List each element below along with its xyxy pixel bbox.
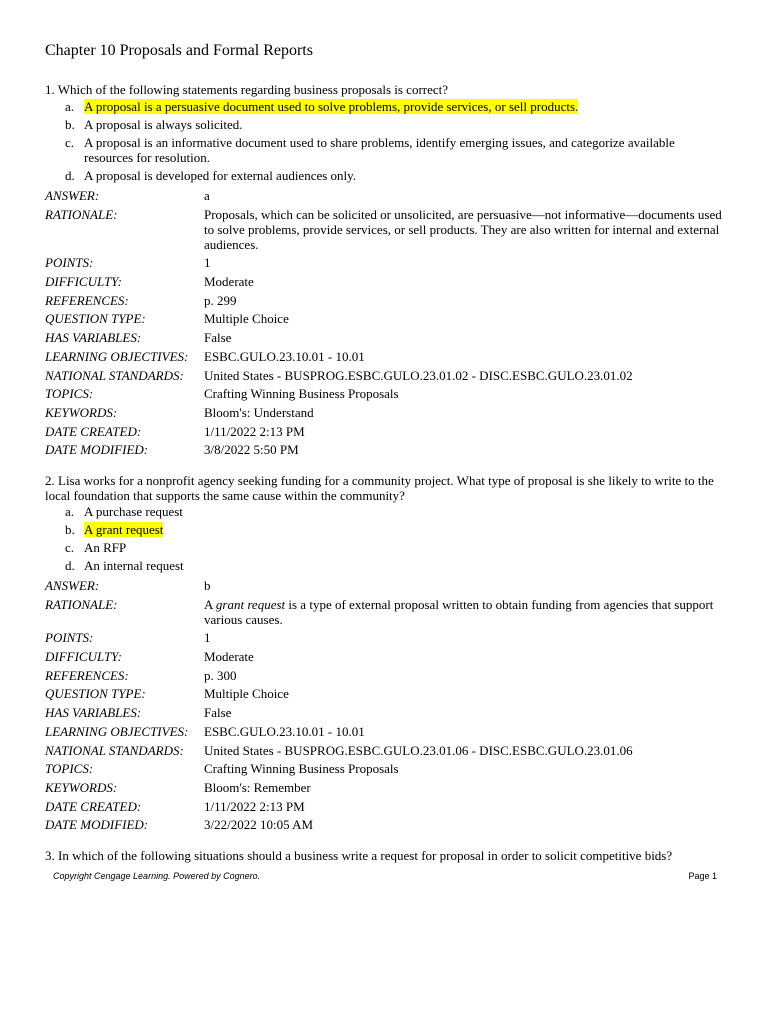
date-modified-value: 3/8/2022 5:50 PM <box>204 442 299 458</box>
points-row <box>45 630 725 645</box>
date-created-value: 1/11/2022 2:13 PM <box>204 423 305 439</box>
rationale-label: RATIONALE: <box>45 596 118 612</box>
option-text: An RFP <box>84 540 127 555</box>
question-1-options <box>65 99 715 186</box>
option-text: An internal request <box>84 558 184 573</box>
learning-objectives-value: ESBC.GULO.23.10.01 - 10.01 <box>204 348 365 364</box>
option-letter: c. <box>65 540 75 555</box>
copyright-text: Copyright Cengage Learning. Powered by Cognero. <box>53 871 261 881</box>
option-d <box>65 558 715 573</box>
question-type-label: QUESTION TYPE: <box>45 686 146 702</box>
answer-value: a <box>204 188 210 203</box>
keywords-value: Bloom's: Remember <box>204 779 311 795</box>
option-text: A proposal is always solicited. <box>84 117 243 132</box>
option-b <box>65 522 715 537</box>
points-label: POINTS: <box>45 630 94 646</box>
date-created-label: DATE CREATED: <box>45 798 142 814</box>
date-modified-value: 3/22/2022 10:05 AM <box>204 817 314 833</box>
question-number: 1. <box>45 82 55 97</box>
references-label: REFERENCES: <box>45 292 129 308</box>
keywords-value: Bloom's: Understand <box>204 404 314 420</box>
question-type-value: Multiple Choice <box>204 311 289 327</box>
answer-label: ANSWER: <box>45 578 100 593</box>
option-letter: b. <box>65 522 75 537</box>
national-standards-label: NATIONAL STANDARDS: <box>45 367 184 383</box>
question-text: Which of the following statements regarding business proposals is correct? <box>57 82 449 97</box>
question-2-options <box>65 504 715 576</box>
question-1 <box>45 82 725 97</box>
option-b <box>65 117 715 132</box>
topics-value: Crafting Winning Business Proposals <box>204 386 399 402</box>
option-a <box>65 99 715 114</box>
page-number: Page 1 <box>688 871 717 881</box>
national-standards-value: United States - BUSPROG.ESBC.GULO.23.01.02 - DISC.ESBC.GULO.23.01.02 <box>204 367 633 383</box>
references-row <box>45 293 725 308</box>
difficulty-row <box>45 274 725 289</box>
date-modified-label: DATE MODIFIED: <box>45 817 149 833</box>
references-value: p. 300 <box>204 667 237 683</box>
option-d <box>65 168 715 183</box>
option-c <box>65 135 715 165</box>
rationale-term: grant request <box>215 596 286 612</box>
points-value: 1 <box>204 255 211 271</box>
has-variables-value: False <box>204 705 232 721</box>
rationale-suffix: is a type of external proposal written to obtain funding from agencies that support various causes. <box>204 596 714 627</box>
has-variables-row <box>45 330 725 345</box>
difficulty-row <box>45 649 725 664</box>
has-variables-row <box>45 705 725 720</box>
rationale-label: RATIONALE: <box>45 206 118 222</box>
answer-row <box>45 188 725 203</box>
question-1-metadata <box>45 188 725 461</box>
rationale-value: Proposals, which can be solicited or unsolicited, are persuasive—not informative—documents used to solve problems, provide services, or sell products. They are also written for internal and external audiences. <box>204 206 722 252</box>
difficulty-label: DIFFICULTY: <box>45 274 122 290</box>
keywords-label: KEYWORDS: <box>45 779 118 795</box>
keywords-row <box>45 405 725 420</box>
answer-row <box>45 578 725 593</box>
option-text-highlighted: A grant request <box>84 522 164 537</box>
date-modified-row <box>45 817 725 832</box>
difficulty-label: DIFFICULTY: <box>45 649 122 665</box>
date-created-label: DATE CREATED: <box>45 423 142 439</box>
topics-label: TOPICS: <box>45 761 94 777</box>
rationale-prefix: A <box>204 596 216 612</box>
option-text-highlighted: A proposal is a persuasive document used to solve problems, provide services, or sell products. <box>84 99 579 114</box>
difficulty-value: Moderate <box>204 274 254 290</box>
references-value: p. 299 <box>204 292 237 308</box>
learning-objectives-label: LEARNING OBJECTIVES: <box>45 348 189 364</box>
references-label: REFERENCES: <box>45 667 129 683</box>
question-number: 3. <box>45 848 55 863</box>
date-created-value: 1/11/2022 2:13 PM <box>204 798 305 814</box>
option-letter: a. <box>65 504 75 519</box>
national-standards-value: United States - BUSPROG.ESBC.GULO.23.01.06 - DISC.ESBC.GULO.23.01.06 <box>204 742 633 758</box>
question-type-row <box>45 686 725 701</box>
has-variables-label: HAS VARIABLES: <box>45 705 142 721</box>
option-text: A purchase request <box>84 504 183 519</box>
points-value: 1 <box>204 630 211 646</box>
date-modified-row <box>45 442 725 457</box>
date-modified-label: DATE MODIFIED: <box>45 442 149 458</box>
option-letter: d. <box>65 168 75 183</box>
page-title: Chapter 10 Proposals and Formal Reports <box>45 42 313 59</box>
question-type-label: QUESTION TYPE: <box>45 311 146 327</box>
date-created-row <box>45 424 725 439</box>
option-letter: c. <box>65 135 75 150</box>
option-text: A proposal is an informative document used to share problems, identify emerging issues, and categorize available resources for resolution. <box>84 135 675 165</box>
difficulty-value: Moderate <box>204 649 254 665</box>
learning-objectives-row <box>45 349 725 364</box>
question-type-row <box>45 311 725 326</box>
rationale-value <box>204 597 725 627</box>
option-c <box>65 540 715 555</box>
national-standards-row <box>45 743 725 758</box>
topics-label: TOPICS: <box>45 386 94 402</box>
learning-objectives-value: ESBC.GULO.23.10.01 - 10.01 <box>204 723 365 739</box>
has-variables-label: HAS VARIABLES: <box>45 330 142 346</box>
date-created-row <box>45 799 725 814</box>
page-footer <box>53 871 717 885</box>
points-label: POINTS: <box>45 255 94 271</box>
learning-objectives-label: LEARNING OBJECTIVES: <box>45 723 189 739</box>
question-3 <box>45 848 725 863</box>
option-letter: d. <box>65 558 75 573</box>
keywords-row <box>45 780 725 795</box>
topics-row <box>45 386 725 401</box>
question-2 <box>45 473 725 503</box>
national-standards-label: NATIONAL STANDARDS: <box>45 742 184 758</box>
topics-row <box>45 761 725 776</box>
rationale-row <box>45 207 725 252</box>
answer-value: b <box>204 578 211 593</box>
has-variables-value: False <box>204 330 232 346</box>
question-type-value: Multiple Choice <box>204 686 289 702</box>
rationale-row <box>45 597 725 627</box>
learning-objectives-row <box>45 724 725 739</box>
answer-label: ANSWER: <box>45 188 100 203</box>
option-letter: a. <box>65 99 75 114</box>
topics-value: Crafting Winning Business Proposals <box>204 761 399 777</box>
option-a <box>65 504 715 519</box>
option-text: A proposal is developed for external audiences only. <box>84 168 357 183</box>
national-standards-row <box>45 368 725 383</box>
question-number: 2. <box>45 473 55 488</box>
option-letter: b. <box>65 117 75 132</box>
question-text: Lisa works for a nonprofit agency seeking funding for a community project. What type of proposal is she likely to write to the local foundation that supports the same cause within the community? <box>45 473 714 503</box>
question-2-metadata <box>45 578 725 836</box>
references-row <box>45 668 725 683</box>
question-text: In which of the following situations should a business write a request for proposal in order to solicit competitive bids? <box>58 848 673 863</box>
points-row <box>45 255 725 270</box>
keywords-label: KEYWORDS: <box>45 404 118 420</box>
